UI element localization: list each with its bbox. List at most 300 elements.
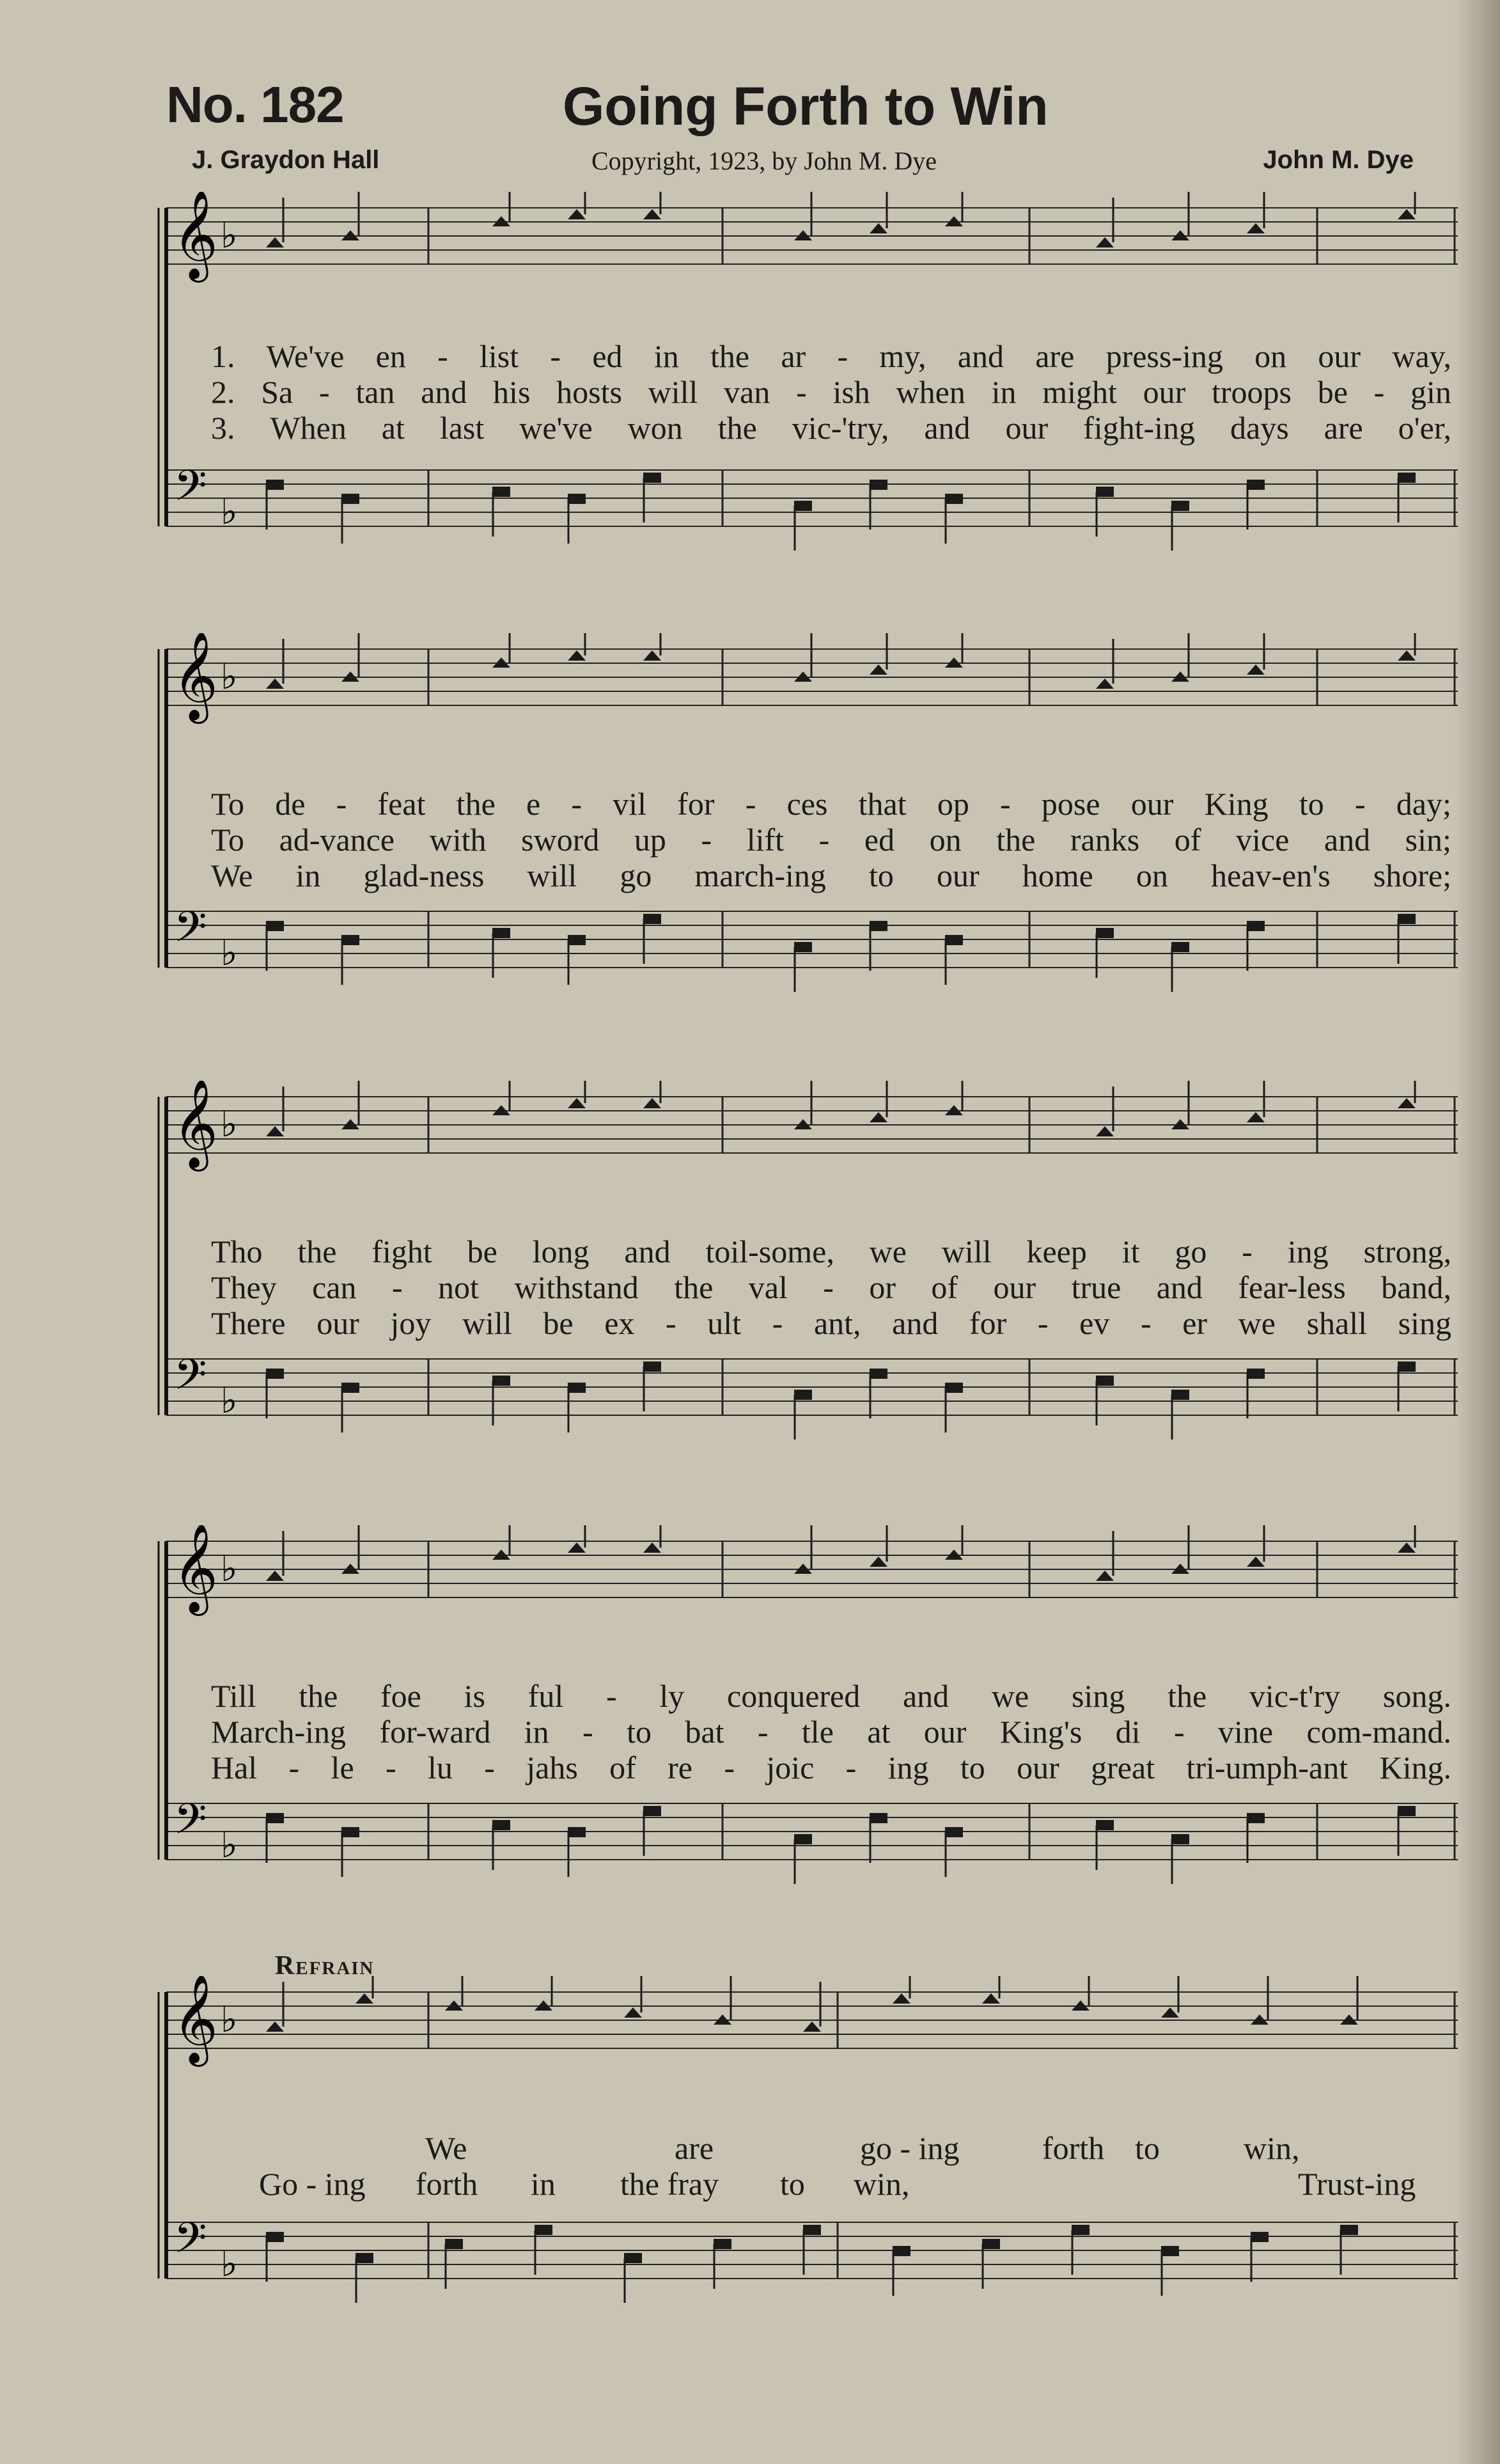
lyric-syllable: -	[484, 1750, 495, 1785]
note-head	[535, 2225, 552, 2235]
note-head	[1247, 1557, 1265, 1567]
flat-icon: ♭	[221, 1824, 238, 1866]
lyric-syllable: band,	[1381, 1269, 1451, 1305]
lyric-verse-2	[211, 373, 1451, 411]
note-head	[1096, 1376, 1114, 1386]
note-head	[341, 494, 359, 504]
lyric-syllable: to	[868, 858, 894, 893]
lyric-syllable: er	[1182, 1305, 1208, 1341]
note-head	[445, 2239, 463, 2249]
refrain-bass-words	[153, 2165, 1464, 2204]
note-head	[945, 494, 963, 504]
lyric-syllable: hosts	[556, 374, 622, 410]
note-head	[568, 494, 586, 504]
lyric-syllable: the	[996, 822, 1036, 858]
lyric-syllable: tle	[801, 1714, 834, 1750]
note-head	[1096, 679, 1114, 689]
note-head	[492, 928, 510, 938]
lyric-syllable: ed	[592, 338, 623, 374]
lyric-syllable: We've	[266, 338, 345, 374]
lyric-syllable: go	[620, 858, 652, 893]
lyric-syllable: when	[896, 374, 965, 410]
lyric-syllable: -	[818, 822, 830, 858]
lyric-syllable: be	[1317, 374, 1348, 410]
lyric-syllable: ult	[707, 1305, 742, 1341]
lyric-syllable: the	[674, 1269, 714, 1305]
music-system-1	[153, 192, 1464, 582]
lyric-verse-1	[211, 1677, 1451, 1715]
note-head	[568, 1542, 586, 1553]
lyric-syllable: Sa	[261, 374, 293, 410]
note-head	[1247, 1112, 1265, 1122]
lyric-syllable: and	[624, 1234, 671, 1269]
refrain-label: Refrain	[275, 1951, 375, 1981]
lyric-syllable: ar	[781, 338, 806, 374]
lyric-syllable: ranks	[1070, 822, 1140, 858]
lyric-verse-2	[211, 1269, 1451, 1306]
lyric-syllable: bat	[685, 1714, 724, 1750]
composer-credit: John M. Dye	[1263, 146, 1414, 174]
lyric-syllable: -	[385, 1750, 396, 1785]
note-head	[870, 1557, 887, 1567]
note-head	[1096, 237, 1114, 247]
refrain-word: to	[1135, 2130, 1160, 2166]
note-head	[1096, 1571, 1114, 1581]
lyric-syllable: long	[532, 1234, 590, 1269]
lyric-syllable: Tho	[211, 1234, 263, 1269]
lyric-syllable: to	[1299, 786, 1324, 822]
lyric-syllable: fight-ing	[1083, 410, 1196, 446]
lyric-syllable: de	[275, 786, 306, 822]
lyric-syllable: val	[748, 1269, 788, 1305]
lyric-syllable: -	[1373, 374, 1385, 410]
lyric-syllable: great	[1091, 1750, 1155, 1785]
lyric-syllable: we	[869, 1234, 907, 1269]
refrain-word: Go - ing	[259, 2166, 366, 2202]
lyric-syllable: and	[902, 1678, 949, 1714]
lyric-syllable: last	[439, 410, 485, 446]
note-head	[341, 1383, 359, 1393]
bass-clef-icon: 𝄢	[174, 1350, 207, 1409]
note-head	[803, 2021, 821, 2032]
lyric-syllable: feat	[377, 786, 426, 822]
lyric-syllable: are	[1324, 410, 1363, 446]
lyric-syllable: ex	[604, 1305, 635, 1341]
note-head	[1247, 223, 1265, 233]
lyric-syllable: tri-umph-ant	[1186, 1750, 1348, 1785]
note-head	[341, 1827, 359, 1837]
lyric-syllable: and	[421, 374, 467, 410]
note-head	[266, 921, 284, 931]
lyric-syllable: withstand	[514, 1269, 639, 1305]
note-head	[355, 2253, 373, 2263]
lyric-syllable: will	[941, 1234, 992, 1269]
lyric-syllable: our	[316, 1305, 359, 1341]
music-system-4	[153, 1525, 1464, 1934]
refrain-word: to	[780, 2166, 805, 2202]
lyric-syllable: pose	[1041, 786, 1100, 822]
lyric-syllable: re	[668, 1750, 692, 1785]
note-head	[492, 1376, 510, 1386]
lyric-syllable: -	[701, 822, 712, 858]
note-head	[624, 2007, 642, 2018]
lyric-syllable: vic-'try,	[792, 410, 889, 446]
lyric-syllable: and	[892, 1305, 939, 1341]
note-head	[266, 1126, 284, 1136]
lyric-syllable: might	[1042, 374, 1117, 410]
note-head	[492, 1820, 510, 1830]
lyric-verse-3	[211, 409, 1451, 446]
lyric-syllable: -	[391, 1269, 403, 1305]
lyric-syllable: ful	[527, 1678, 564, 1714]
lyric-syllable: King	[1204, 786, 1269, 822]
lyric-syllable: King's	[999, 1714, 1082, 1750]
note-head	[870, 1369, 887, 1379]
lyric-syllable: march-ing	[694, 858, 826, 893]
flat-icon: ♭	[221, 932, 238, 974]
note-head	[794, 942, 812, 952]
note-head	[568, 650, 586, 661]
lyric-syllable: -	[823, 1269, 834, 1305]
lyric-syllable: -	[845, 1750, 857, 1785]
note-head	[568, 209, 586, 219]
lyric-syllable: or	[869, 1269, 896, 1305]
note-head	[1096, 1820, 1114, 1830]
lyric-syllable: of	[609, 1750, 636, 1785]
lyric-syllable: at	[381, 410, 405, 446]
lyric-syllable: be	[543, 1305, 574, 1341]
lyric-syllable: our	[1143, 374, 1186, 410]
lyric-syllable: strong,	[1363, 1234, 1451, 1269]
flat-icon: ♭	[221, 491, 238, 533]
lyric-syllable: -	[582, 1714, 593, 1750]
lyric-syllable: our	[923, 1714, 967, 1750]
lyric-verse-2	[211, 1713, 1451, 1750]
lyric-syllable: true	[1071, 1269, 1121, 1305]
lyric-syllable: is	[464, 1678, 485, 1714]
lyric-verse-3	[211, 1305, 1451, 1342]
note-head	[266, 480, 284, 490]
lyric-syllable: -	[724, 1750, 735, 1785]
note-head	[643, 914, 661, 924]
lyric-syllable: -	[605, 1678, 617, 1714]
note-head	[1072, 2225, 1090, 2235]
bass-clef-icon: 𝄢	[174, 1794, 207, 1854]
lyric-syllable: troops	[1211, 374, 1292, 410]
lyric-syllable: of	[931, 1269, 958, 1305]
note-head	[1247, 480, 1265, 490]
lyric-verse-3	[211, 857, 1451, 894]
lyric-syllable: fight	[371, 1234, 432, 1269]
lyric-syllable: We	[211, 858, 253, 893]
lyric-syllable: day;	[1396, 786, 1451, 822]
lyric-syllable: joy	[390, 1305, 432, 1341]
lyric-syllable: -	[571, 786, 582, 822]
note-head	[1096, 1126, 1114, 1136]
lyric-syllable: go	[1175, 1234, 1207, 1269]
lyric-syllable: song.	[1382, 1678, 1451, 1714]
lyric-syllable: our	[1017, 1750, 1059, 1785]
note-head	[870, 921, 887, 931]
lyric-syllable: -	[288, 1750, 300, 1785]
lyric-syllable: -	[1354, 786, 1366, 822]
bass-clef-icon: 𝄢	[174, 2213, 207, 2273]
note-head	[1171, 501, 1189, 511]
lyric-syllable: will	[648, 374, 698, 410]
lyric-syllable: e	[526, 786, 541, 822]
bass-staff	[166, 1803, 1458, 1860]
lyric-syllable: vine	[1218, 1714, 1274, 1750]
refrain-word: We	[425, 2130, 467, 2166]
lyric-syllable: for	[969, 1305, 1007, 1341]
lyric-syllable: up	[634, 822, 666, 858]
note-head	[1247, 1369, 1265, 1379]
lyric-syllable: to	[960, 1750, 985, 1785]
lyric-syllable: di	[1115, 1714, 1141, 1750]
lyric-syllable: They	[211, 1269, 277, 1305]
refrain-word: are	[675, 2130, 714, 2166]
lyric-syllable: -	[550, 338, 561, 374]
lyric-syllable: and	[924, 410, 971, 446]
note-head	[643, 473, 661, 483]
lyric-syllable: 1.	[211, 338, 235, 374]
note-head	[643, 1361, 661, 1372]
lyric-syllable: -	[837, 338, 848, 374]
lyric-syllable: To	[211, 822, 245, 858]
note-head	[1096, 487, 1114, 497]
treble-clef-icon: 𝄞	[173, 1525, 218, 1612]
lyric-syllable: -	[772, 1305, 783, 1341]
refrain-alto-words	[153, 2130, 1464, 2168]
lyric-syllable: ing	[1287, 1234, 1329, 1269]
lyric-syllable: won	[627, 410, 683, 446]
note-head	[568, 1827, 586, 1837]
note-head	[643, 650, 661, 661]
lyric-syllable: conquered	[727, 1678, 861, 1714]
lyric-syllable: home	[1022, 858, 1093, 893]
music-system-3	[153, 1081, 1464, 1490]
lyric-syllable: the	[297, 1234, 337, 1269]
lyric-syllable: -	[336, 786, 347, 822]
lyric-syllable: can	[312, 1269, 357, 1305]
note-head	[794, 1390, 812, 1400]
refrain-word: win,	[854, 2166, 910, 2202]
music-system-2	[153, 633, 1464, 1042]
lyric-syllable: March-ing	[211, 1714, 347, 1750]
refrain-word: forth	[416, 2166, 478, 2202]
lyric-syllable: our	[1005, 410, 1049, 446]
lyric-syllable: our	[1130, 786, 1174, 822]
lyric-syllable: of	[1174, 822, 1201, 858]
note-head	[870, 664, 887, 675]
flat-icon: ♭	[221, 2243, 238, 2285]
lyric-verse-3	[211, 1749, 1451, 1786]
lyric-syllable: King.	[1379, 1750, 1451, 1785]
refrain-word: the fray	[620, 2166, 719, 2202]
note-head	[643, 209, 661, 219]
note-head	[1398, 473, 1416, 483]
lyric-syllable: we	[991, 1678, 1029, 1714]
lyric-syllable: foe	[380, 1678, 421, 1714]
lyric-syllable: ed	[864, 822, 895, 858]
flat-icon: ♭	[221, 1548, 238, 1590]
lyric-syllable: we've	[519, 410, 593, 446]
lyric-syllable: in	[653, 338, 679, 374]
note-head	[1171, 1834, 1189, 1844]
lyric-syllable: -	[745, 786, 756, 822]
lyric-syllable: the	[299, 1678, 338, 1714]
note-head	[1161, 2007, 1179, 2018]
bass-staff	[166, 1359, 1458, 1415]
lyric-syllable: -	[796, 374, 807, 410]
lyric-syllable: -	[1173, 1714, 1185, 1750]
lyric-syllable: and	[957, 338, 1004, 374]
note-head	[982, 2239, 1000, 2249]
note-head	[643, 1806, 661, 1816]
flat-icon: ♭	[221, 656, 238, 698]
lyric-syllable: tan	[355, 374, 395, 410]
note-head	[893, 1993, 910, 2004]
note-head	[266, 1813, 284, 1823]
treble-clef-icon: 𝄞	[173, 192, 218, 279]
lyric-syllable: my,	[879, 338, 926, 374]
note-head	[945, 1827, 963, 1837]
note-head	[1398, 1361, 1416, 1372]
lyric-syllable: -	[757, 1714, 769, 1750]
lyric-syllable: shall	[1306, 1305, 1368, 1341]
note-head	[1398, 1806, 1416, 1816]
lyric-syllable: for	[677, 786, 715, 822]
note-head	[1247, 664, 1265, 675]
lyric-syllable: in	[524, 1714, 549, 1750]
lyric-verse-1	[211, 785, 1451, 822]
lyric-syllable: -	[437, 338, 448, 374]
lyric-syllable: To	[211, 786, 245, 822]
lyric-syllable: the	[1168, 1678, 1207, 1714]
note-head	[1398, 1542, 1416, 1553]
lyric-verse-1	[211, 1233, 1451, 1270]
lyric-syllable: vice	[1236, 822, 1290, 858]
note-head	[266, 237, 284, 247]
refrain-word: go - ing	[860, 2130, 960, 2166]
lyric-syllable: our	[1318, 338, 1361, 374]
lyric-syllable: way,	[1392, 338, 1451, 374]
lyric-verse-1	[211, 338, 1451, 375]
lyric-syllable: will	[462, 1305, 512, 1341]
bass-staff	[166, 470, 1458, 526]
note-head	[266, 679, 284, 689]
hymn-number: No. 182	[166, 76, 344, 133]
lyric-syllable: ing	[887, 1750, 929, 1785]
note-head	[492, 487, 510, 497]
lyric-syllable: are	[1035, 338, 1075, 374]
lyric-syllable: on	[1136, 858, 1168, 893]
lyric-syllable: There	[211, 1305, 286, 1341]
lyric-syllable: not	[438, 1269, 479, 1305]
lyric-syllable: his	[493, 374, 531, 410]
lyric-syllable: Hal	[211, 1750, 258, 1785]
note-head	[341, 935, 359, 945]
lyric-syllable: and	[1324, 822, 1371, 858]
lyric-syllable: in	[295, 858, 321, 893]
lyric-syllable: the	[710, 338, 750, 374]
lyric-syllable: shore;	[1373, 858, 1451, 893]
lyric-syllable: -	[1000, 786, 1011, 822]
refrain-word: Trust-ing	[1298, 2166, 1416, 2202]
lyric-syllable: lift	[746, 822, 785, 858]
lyric-syllable: -	[1037, 1305, 1049, 1341]
lyric-syllable: be	[467, 1234, 497, 1269]
refrain-word: win,	[1244, 2130, 1300, 2166]
lyric-syllable: ev	[1079, 1305, 1110, 1341]
flat-icon: ♭	[221, 1999, 238, 2041]
lyric-syllable: days	[1230, 410, 1289, 446]
lyric-syllable: and	[1156, 1269, 1203, 1305]
flat-icon: ♭	[221, 215, 238, 256]
lyric-syllable: 2.	[211, 374, 235, 410]
lyric-syllable: fear-less	[1238, 1269, 1346, 1305]
lyric-syllable: on	[1254, 338, 1287, 374]
bass-clef-icon: 𝄢	[174, 902, 207, 962]
lyric-syllable: to	[627, 1714, 652, 1750]
lyric-syllable: op	[937, 786, 969, 822]
note-head	[1247, 1813, 1265, 1823]
lyric-syllable: com-mand.	[1306, 1714, 1451, 1750]
lyric-syllable: on	[929, 822, 962, 858]
note-head	[568, 1383, 586, 1393]
lyric-syllable: sing	[1398, 1305, 1451, 1341]
lyric-syllable: vic-t'ry	[1249, 1678, 1341, 1714]
lyric-syllable: our	[936, 858, 980, 893]
lyric-syllable: sin;	[1405, 822, 1451, 858]
lyric-syllable: the	[717, 410, 757, 446]
lyric-syllable: -	[666, 1305, 676, 1341]
note-head	[893, 2246, 910, 2256]
note-head	[870, 223, 887, 233]
lyric-syllable: the	[456, 786, 496, 822]
note-head	[794, 1834, 812, 1844]
lyric-syllable: When	[270, 410, 347, 446]
lyric-syllable: press-ing	[1105, 338, 1223, 374]
note-head	[624, 2253, 642, 2263]
lyric-syllable: with	[429, 822, 487, 858]
lyric-syllable: le	[331, 1750, 354, 1785]
refrain-word: forth	[1042, 2130, 1105, 2166]
lyric-syllable: Till	[211, 1678, 256, 1714]
note-head	[945, 1383, 963, 1393]
bass-clef-icon: 𝄢	[174, 461, 207, 521]
note-head	[266, 1369, 284, 1379]
note-head	[1171, 1390, 1189, 1400]
lyric-syllable: o'er,	[1398, 410, 1451, 446]
lyric-syllable: en	[375, 338, 406, 374]
copyright-notice: Copyright, 1923, by John M. Dye	[591, 146, 937, 175]
lyric-syllable: ish	[832, 374, 870, 410]
lyric-syllable: gin	[1410, 374, 1451, 410]
lyric-syllable: joic	[766, 1750, 815, 1785]
note-head	[568, 935, 586, 945]
lyric-syllable: we	[1238, 1305, 1276, 1341]
note-head	[870, 480, 887, 490]
lyric-syllable: sing	[1071, 1678, 1125, 1714]
refrain-word: in	[531, 2166, 556, 2202]
lyric-syllable: in	[991, 374, 1017, 410]
note-head	[982, 1993, 1000, 2004]
note-head	[945, 935, 963, 945]
lyricist-credit: J. Graydon Hall	[192, 146, 380, 174]
lyric-syllable: jahs	[526, 1750, 578, 1785]
note-head	[1171, 942, 1189, 952]
